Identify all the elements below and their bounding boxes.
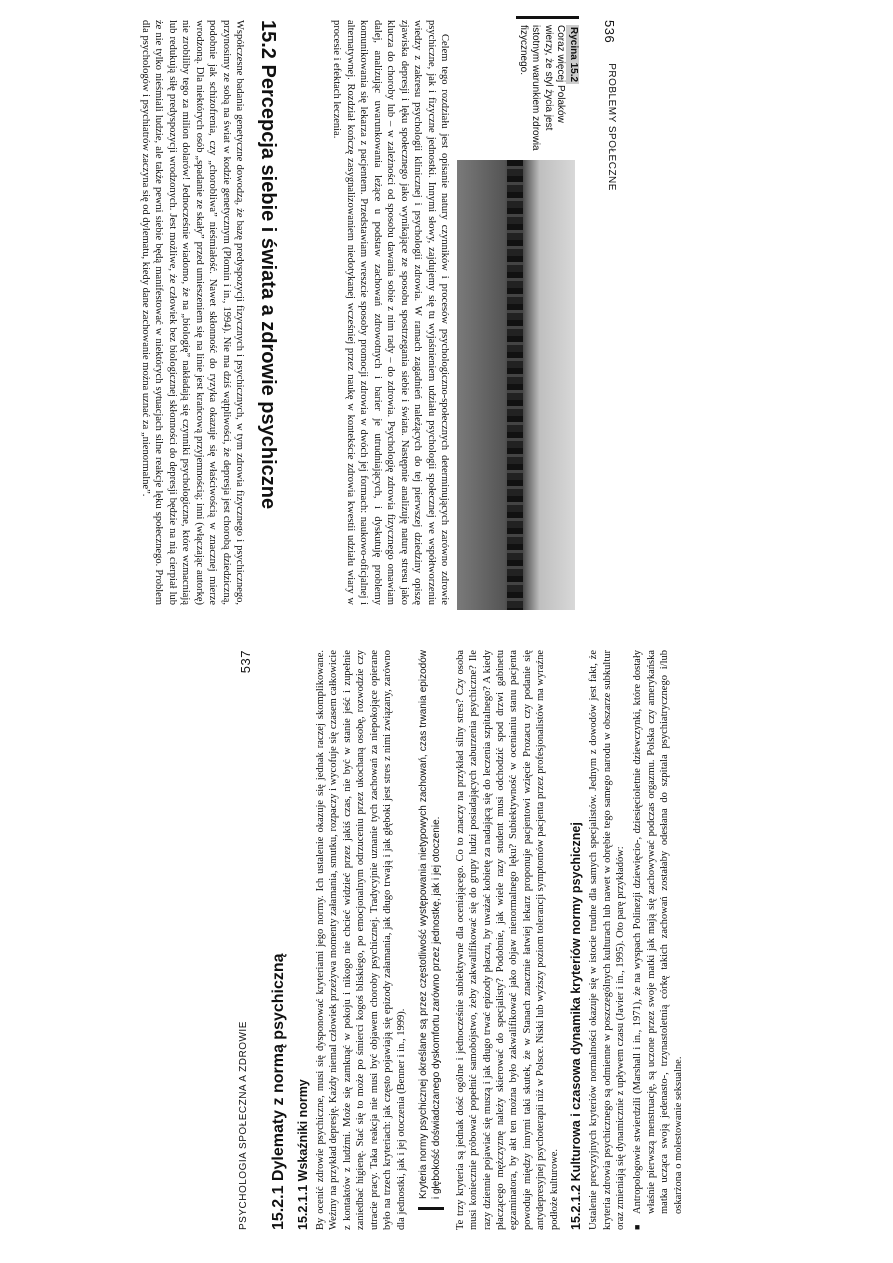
figure-caption: Coraz więcej Polaków wierzy, że styl życia jest istotnym warunkiem zdrowia fizycznego. xyxy=(518,25,567,151)
right-page-number: 537 xyxy=(238,650,253,674)
section-title: 15.2 Percepcja siebie i świata a zdrowie psychiczne xyxy=(257,20,279,510)
callout-box xyxy=(418,650,444,1210)
figure-label: Rycina 15.2 xyxy=(568,27,579,83)
section-paragraph: Współczesne badania genetyczne dowodzą, że bazę predyspozycji fizycznych i psychicznych, w tym zdrowia fizycznego i psychicznego, przynosimy ze sobą na świat w kodzie genetycznym (Plomin i in., 1994). Nie ma dziś wątpliwości, że depresja jest chorobą dziedziczną, podobnie jak schizofrenia, czy „chorobliwa” nieśmiałość. Nawet skłonność do ryzyka okazuje się właściwością w znacznej mierze wrodzoną. Dla niektórych osób „spadanie ze skały” przed umieszeniem się na linie jest krańcową przyjemnością; inni (włączając autorkę) nie zrobiliby tego za milion dolarów! Jednocześnie wiadomo, że na „biologię” nakładają się czynniki psychologiczne, które wzmacniają lub redukują siłę predyspozycji wrodzonych. Jest możliwe, że człowiek bez biologicznej skłonności do depresji będzie na nią cierpiał lub że nie tylko nieśmiali ludzie, ale także pewni siebie będą manifestować w niektórych sytuacjach silne reakcje lęku społecznego. Problem dla psychologów i psychiatrów zaczyna się od dylematu, kiedy dane zachowanie można uznać za „nienormalne”. xyxy=(139,20,245,605)
figure-caption-block xyxy=(517,16,580,155)
left-running-title: PROBLEMY SPOŁECZNE xyxy=(606,63,617,191)
figure-photo xyxy=(457,160,575,610)
heading-15-2-1-2: 15.2.1.2 Kulturowa i czasowa dynamika kryteriów normy psychicznej xyxy=(569,822,584,1230)
paragraph-1: By ocenić zdrowie psychiczne, musi się dysponować kryteriami jego normy. Ich ustalenie okazuje się jednak raczej skomplikowane. Weźmy na przykład depresję. Każdy niemal człowiek przeżywa momenty załamania, smutku, rozpaczy i wycofuje się czasem całkowicie z kontaktów z ludźmi. Może się zamknąć w pokoju i nikogo nie chcieć widzieć przez jakiś czas, nie być w stanie jeść i zupełnie zaniedbać higienę. Stać się to może po śmierci kogoś bliskiego, po emocjonalnym odrzuceniu przez ukochaną osobę, rozwodzie czy utracie pracy. Taka reakcja nie musi być objawem choroby psychicznej. Tradycyjnie uznanie tych zachowań za niepokojące opierane było na trzech kryteriach: jak często pojawiają się epizody załamania, jak długo trwają i jak głęboki jest stres z nimi związany, zarówno dla jednostki, jak i jej otoczenia (Benner i in., 1999). xyxy=(315,650,407,1230)
left-page xyxy=(18,10,623,610)
right-page xyxy=(232,640,877,1240)
intro-text xyxy=(326,20,451,605)
heading-15-2-1-1: 15.2.1.1 Wskaźniki normy xyxy=(296,1079,310,1230)
section-15-2 xyxy=(135,20,294,605)
list-item: ■ Antropologowie stwierdzili (Marshall i in., 1971), że na wyspach Polinezji dziewięcio-, dziesięcioletnie dziewczynki, które dostały właśnie pierwszą menstruację, są uczone przez swoje matki jak mają się zachowywać podczas orgazmu. Polska czy amerykańska matka ucząca swoją jedenasto-, trzynastoletnią córkę takich zachowań zostałaby odesłana do szpitala psychiatrycznego i/lub oskarżona o molestowanie seksualne. xyxy=(631,650,685,1214)
heading-15-2-1: 15.2.1 Dylematy z normą psychiczną xyxy=(270,953,287,1230)
intro-paragraph: Celem tego rozdziału jest opisanie natury czynników i procesów psychologiczno-społecznych determinujących zarówno zdrowie psychiczne, jak i fizyczne jednostki. Innymi słowy, zajdujemy się tu wyjaśnieniem udziału psychologii społecznej we współtworzeniu wiedzy z zakresu psychologii klinicznej i psychologii zdrowia. W ramach zagadnień należących do tej pierwszej dziedziny opiszę zjawiska depresji i lęku społecznego jako wynikające ze sposobu spostrzegania siebie i świata. Następnie analizuję naturę stresu jako klucza do choroby lub – w zależności od sposobu dawania sobie z nim rady – do zdrowia. Psychologię zdrowia fizycznego omawiam dalej, analizując uwarunkowania leżące u podstaw zachowań zdrowotnych i barier je utrudniających, i dyskutuję problemy komunikowania się lekarza z pacjentem. Przedstawiam wreszcie sposoby promocji zdrowia w dwóch jej formach: naukowo-oficjalnej i alternatywnej. Rozdział kończę zasygnalizowaniem niedotykanej wcześniej przez naukę w kontekście zdrowia kwestii udziału wiary w procesie i efektach leczenia. xyxy=(331,20,450,605)
right-running-title: PSYCHOLOGIA SPOŁECZNA A ZDROWIE xyxy=(238,1021,249,1230)
callout-text: Kryteria normy psychicznej określane są przez częstotliwość występowania nietypowych zachowań, czas trwania epizodów i głębokość doświadczanego dyskomfortu zarówno przez jednostkę, jak i jej otoczenie. xyxy=(418,650,442,1199)
paragraph-3: Ustalenie precyzyjnych kryteriów normalności okazuje się w istocie trudne dla samych specjalistów. Jednym z dowodów jest fakt, że kryteria zdrowia psychicznego są odmienne w poszczególnych kulturach lub nawet w obrębie tego samego narodu w obszarze subkultur oraz zmieniają się dynamicznie z upływem czasu (Javier i in., 1995). Oto parę przykładów: xyxy=(588,650,627,1230)
paragraph-2: Te trzy kryteria są jednak dość ogólne i jednocześnie subiektywne dla oceniającego. Co to znaczy na przykład silny stres? Czy osoba musi koniecznie próbować popełnić samobójstwo, żeby zakwalifikować się do grupy ludzi posiadających zaburzenia psychiczne? Ile razy dziennie pojawiać się muszą i jak długo trwać epizody płaczu, by uważać kobietę za nadającą się do leczenia szpitalnego? A kiedy płaczącego mężczyznę należy skierować do specjalisty? Podobnie, jak wiele razy student musi odchodzić spod drzwi gabinetu egzaminatora, by akt ten można było zakwalifikować jako objaw nienormalnego lęku? Subiektywność w ocenianiu stanu pacjenta powoduje między innymi taki skutek, że w Stanach znacznie łatwiej lekarz proponuje pacjentowi wzięcie Prozacu czy podanie się antydepresyjnej psychoterapii niż w Polsce. Niski lub wyższy poziom tolerancji symptomów pacjenta przez profesjonalistów ma wyraźne podłoże kulturowe. xyxy=(454,650,560,1230)
left-running-head xyxy=(602,20,617,220)
example-list xyxy=(631,650,685,1230)
right-running-head xyxy=(238,650,253,1230)
right-page-content xyxy=(266,650,685,1230)
left-page-number: 536 xyxy=(602,20,617,44)
